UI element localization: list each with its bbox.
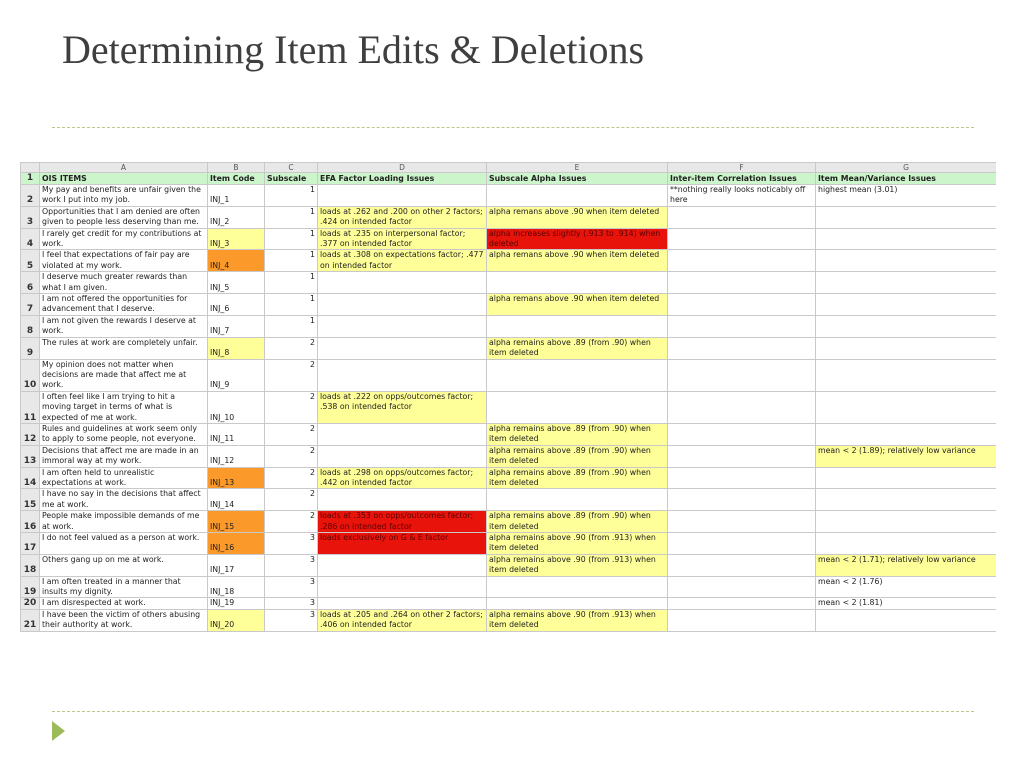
slide-title: Determining Item Edits & Deletions bbox=[62, 27, 645, 72]
efa-issue bbox=[318, 185, 487, 207]
subscale-value: 2 bbox=[265, 391, 318, 423]
row-number: 20 bbox=[21, 598, 40, 609]
mean-variance-issue bbox=[816, 294, 997, 316]
inter-item-issue bbox=[668, 533, 816, 555]
table-row bbox=[21, 272, 997, 294]
item-text: My opinion does not matter when decisions are made that affect me at work. bbox=[40, 359, 208, 391]
item-text: I am not offered the opportunities for advancement that I deserve. bbox=[40, 294, 208, 316]
table-row bbox=[21, 598, 997, 609]
alpha-issue: alpha remans above .90 when item deleted bbox=[487, 294, 668, 316]
item-code: INJ_17 bbox=[208, 554, 265, 576]
inter-item-issue bbox=[668, 598, 816, 609]
subscale-value: 1 bbox=[265, 315, 318, 337]
header-ois-items: OIS ITEMS bbox=[40, 173, 208, 185]
mean-variance-issue: mean < 2 (1.71); relatively low variance bbox=[816, 554, 997, 576]
row-number: 19 bbox=[21, 576, 40, 598]
efa-issue bbox=[318, 489, 487, 511]
item-text: I am disrespected at work. bbox=[40, 598, 208, 609]
subscale-value: 3 bbox=[265, 533, 318, 555]
item-text: I often feel like I am trying to hit a moving target in terms of what is expected of me at work. bbox=[40, 391, 208, 423]
header-mean-variance: Item Mean/Variance Issues bbox=[816, 173, 997, 185]
column-letter: C bbox=[265, 163, 318, 173]
inter-item-issue bbox=[668, 489, 816, 511]
alpha-issue: alpha remains above .89 (from .90) when item deleted bbox=[487, 423, 668, 445]
item-text: Opportunities that I am denied are often given to people less deserving than me. bbox=[40, 206, 208, 228]
row-number: 8 bbox=[21, 315, 40, 337]
inter-item-issue bbox=[668, 609, 816, 631]
play-arrow-icon bbox=[52, 721, 65, 741]
table-row bbox=[21, 250, 997, 272]
table-row bbox=[21, 423, 997, 445]
row-number: 6 bbox=[21, 272, 40, 294]
inter-item-issue bbox=[668, 576, 816, 598]
table-row bbox=[21, 228, 997, 250]
inter-item-issue bbox=[668, 467, 816, 489]
alpha-issue bbox=[487, 391, 668, 423]
efa-issue bbox=[318, 272, 487, 294]
subscale-value: 1 bbox=[265, 228, 318, 250]
column-letter: D bbox=[318, 163, 487, 173]
item-text: People make impossible demands of me at work. bbox=[40, 511, 208, 533]
column-letter: B bbox=[208, 163, 265, 173]
item-text: I have been the victim of others abusing their authority at work. bbox=[40, 609, 208, 631]
subscale-value: 2 bbox=[265, 337, 318, 359]
inter-item-issue bbox=[668, 554, 816, 576]
alpha-issue: alpha increases slightly (.913 to .914) when deleted bbox=[487, 228, 668, 250]
column-letter: E bbox=[487, 163, 668, 173]
subscale-value: 1 bbox=[265, 206, 318, 228]
alpha-issue bbox=[487, 315, 668, 337]
efa-issue: loads at .235 on interpersonal factor; .377 on intended factor bbox=[318, 228, 487, 250]
header-inter-item: Inter-item Correlation Issues bbox=[668, 173, 816, 185]
inter-item-issue bbox=[668, 423, 816, 445]
efa-issue: loads at .205 and .264 on other 2 factors; .406 on intended factor bbox=[318, 609, 487, 631]
column-letter-row bbox=[21, 163, 997, 173]
table-row bbox=[21, 185, 997, 207]
efa-issue: loads at .298 on opps/outcomes factor; .442 on intended factor bbox=[318, 467, 487, 489]
row-number: 1 bbox=[21, 173, 40, 185]
mean-variance-issue bbox=[816, 250, 997, 272]
table-row bbox=[21, 489, 997, 511]
item-code: INJ_5 bbox=[208, 272, 265, 294]
item-code: INJ_6 bbox=[208, 294, 265, 316]
header-subscale: Subscale bbox=[265, 173, 318, 185]
mean-variance-issue bbox=[816, 533, 997, 555]
item-code: INJ_1 bbox=[208, 185, 265, 207]
efa-issue bbox=[318, 445, 487, 467]
table-row bbox=[21, 511, 997, 533]
efa-issue: loads at .308 on expectations factor; .477 on intended factor bbox=[318, 250, 487, 272]
row-number: 7 bbox=[21, 294, 40, 316]
mean-variance-issue bbox=[816, 609, 997, 631]
item-text: I am often held to unrealistic expectations at work. bbox=[40, 467, 208, 489]
row-number: 13 bbox=[21, 445, 40, 467]
efa-issue bbox=[318, 423, 487, 445]
item-text: The rules at work are completely unfair. bbox=[40, 337, 208, 359]
header-row bbox=[21, 173, 997, 185]
subscale-value: 2 bbox=[265, 489, 318, 511]
table-row bbox=[21, 554, 997, 576]
item-text: I deserve much greater rewards than what I am given. bbox=[40, 272, 208, 294]
column-letter: F bbox=[668, 163, 816, 173]
subscale-value: 1 bbox=[265, 185, 318, 207]
mean-variance-issue: mean < 2 (1.81) bbox=[816, 598, 997, 609]
subscale-value: 2 bbox=[265, 423, 318, 445]
mean-variance-issue bbox=[816, 206, 997, 228]
efa-issue bbox=[318, 337, 487, 359]
inter-item-issue bbox=[668, 294, 816, 316]
row-number: 16 bbox=[21, 511, 40, 533]
subscale-value: 3 bbox=[265, 576, 318, 598]
alpha-issue bbox=[487, 598, 668, 609]
item-code: INJ_9 bbox=[208, 359, 265, 391]
mean-variance-issue: mean < 2 (1.89); relatively low variance bbox=[816, 445, 997, 467]
subscale-value: 3 bbox=[265, 609, 318, 631]
alpha-issue: alpha remains above .89 (from .90) when item deleted bbox=[487, 445, 668, 467]
mean-variance-issue bbox=[816, 359, 997, 391]
table-row bbox=[21, 294, 997, 316]
inter-item-issue bbox=[668, 228, 816, 250]
efa-issue: loads at .353 on opps/outcomes factor; .286 on intended factor bbox=[318, 511, 487, 533]
table-row bbox=[21, 576, 997, 598]
inter-item-issue bbox=[668, 272, 816, 294]
mean-variance-issue bbox=[816, 489, 997, 511]
mean-variance-issue bbox=[816, 423, 997, 445]
alpha-issue: alpha remains above .90 (from .913) when item deleted bbox=[487, 533, 668, 555]
item-code: INJ_19 bbox=[208, 598, 265, 609]
item-code: INJ_4 bbox=[208, 250, 265, 272]
row-number: 3 bbox=[21, 206, 40, 228]
row-number: 18 bbox=[21, 554, 40, 576]
alpha-issue: alpha remains above .89 (from .90) when item deleted bbox=[487, 467, 668, 489]
alpha-issue: alpha remains above .89 (from .90) when item deleted bbox=[487, 511, 668, 533]
subscale-value: 3 bbox=[265, 554, 318, 576]
subscale-value: 3 bbox=[265, 598, 318, 609]
bottom-divider bbox=[52, 711, 974, 712]
row-number: 15 bbox=[21, 489, 40, 511]
spreadsheet-image bbox=[20, 162, 996, 654]
table-row bbox=[21, 445, 997, 467]
mean-variance-issue: mean < 2 (1.76) bbox=[816, 576, 997, 598]
row-number: 2 bbox=[21, 185, 40, 207]
item-code: INJ_15 bbox=[208, 511, 265, 533]
efa-issue bbox=[318, 554, 487, 576]
header-alpha: Subscale Alpha Issues bbox=[487, 173, 668, 185]
efa-issue bbox=[318, 598, 487, 609]
header-item-code: Item Code bbox=[208, 173, 265, 185]
alpha-issue bbox=[487, 576, 668, 598]
efa-issue bbox=[318, 576, 487, 598]
item-code: INJ_20 bbox=[208, 609, 265, 631]
alpha-issue: alpha remains above .90 (from .913) when item deleted bbox=[487, 609, 668, 631]
item-code: INJ_13 bbox=[208, 467, 265, 489]
item-text: I am often treated in a manner that insults my dignity. bbox=[40, 576, 208, 598]
item-code: INJ_2 bbox=[208, 206, 265, 228]
row-number: 17 bbox=[21, 533, 40, 555]
efa-issue bbox=[318, 294, 487, 316]
row-number: 11 bbox=[21, 391, 40, 423]
table-row bbox=[21, 206, 997, 228]
row-number: 4 bbox=[21, 228, 40, 250]
alpha-issue: alpha remains above .90 (from .913) when item deleted bbox=[487, 554, 668, 576]
item-code: INJ_10 bbox=[208, 391, 265, 423]
mean-variance-issue bbox=[816, 272, 997, 294]
efa-issue bbox=[318, 315, 487, 337]
table-row bbox=[21, 315, 997, 337]
column-letter: G bbox=[816, 163, 997, 173]
table-row bbox=[21, 359, 997, 391]
row-number: 14 bbox=[21, 467, 40, 489]
efa-issue bbox=[318, 359, 487, 391]
subscale-value: 2 bbox=[265, 467, 318, 489]
inter-item-issue bbox=[668, 250, 816, 272]
alpha-issue: alpha remans above .90 when item deleted bbox=[487, 206, 668, 228]
efa-issue: loads exclusively on G & E factor bbox=[318, 533, 487, 555]
header-efa: EFA Factor Loading Issues bbox=[318, 173, 487, 185]
column-letter: A bbox=[40, 163, 208, 173]
subscale-value: 2 bbox=[265, 445, 318, 467]
inter-item-issue bbox=[668, 445, 816, 467]
mean-variance-issue bbox=[816, 511, 997, 533]
item-text: I rarely get credit for my contributions at work. bbox=[40, 228, 208, 250]
inter-item-issue bbox=[668, 359, 816, 391]
item-code: INJ_7 bbox=[208, 315, 265, 337]
alpha-issue bbox=[487, 185, 668, 207]
subscale-value: 1 bbox=[265, 250, 318, 272]
item-text: I am not given the rewards I deserve at work. bbox=[40, 315, 208, 337]
row-number: 5 bbox=[21, 250, 40, 272]
item-code: INJ_11 bbox=[208, 423, 265, 445]
inter-item-issue bbox=[668, 206, 816, 228]
table-row bbox=[21, 391, 997, 423]
subscale-value: 2 bbox=[265, 511, 318, 533]
item-text: Decisions that affect me are made in an immoral way at my work. bbox=[40, 445, 208, 467]
inter-item-issue: **nothing really looks noticably off here bbox=[668, 185, 816, 207]
table-row bbox=[21, 533, 997, 555]
item-text: Rules and guidelines at work seem only to apply to some people, not everyone. bbox=[40, 423, 208, 445]
item-text: Others gang up on me at work. bbox=[40, 554, 208, 576]
mean-variance-issue: highest mean (3.01) bbox=[816, 185, 997, 207]
select-all-corner bbox=[21, 163, 40, 173]
mean-variance-issue bbox=[816, 391, 997, 423]
mean-variance-issue bbox=[816, 337, 997, 359]
mean-variance-issue bbox=[816, 228, 997, 250]
subscale-value: 1 bbox=[265, 272, 318, 294]
inter-item-issue bbox=[668, 511, 816, 533]
row-number: 21 bbox=[21, 609, 40, 631]
item-code: INJ_18 bbox=[208, 576, 265, 598]
item-code: INJ_12 bbox=[208, 445, 265, 467]
mean-variance-issue bbox=[816, 315, 997, 337]
alpha-issue bbox=[487, 272, 668, 294]
alpha-issue: alpha remains above .89 (from .90) when item deleted bbox=[487, 337, 668, 359]
subscale-value: 1 bbox=[265, 294, 318, 316]
item-code: INJ_3 bbox=[208, 228, 265, 250]
efa-issue: loads at .222 on opps/outcomes factor; .538 on intended factor bbox=[318, 391, 487, 423]
row-number: 10 bbox=[21, 359, 40, 391]
top-divider bbox=[52, 127, 974, 128]
inter-item-issue bbox=[668, 315, 816, 337]
table-row bbox=[21, 609, 997, 631]
inter-item-issue bbox=[668, 337, 816, 359]
item-text: I feel that expectations of fair pay are violated at my work. bbox=[40, 250, 208, 272]
table-row bbox=[21, 467, 997, 489]
table-row bbox=[21, 337, 997, 359]
row-number: 12 bbox=[21, 423, 40, 445]
inter-item-issue bbox=[668, 391, 816, 423]
item-review-table bbox=[20, 162, 996, 632]
row-number: 9 bbox=[21, 337, 40, 359]
item-code: INJ_8 bbox=[208, 337, 265, 359]
item-code: INJ_16 bbox=[208, 533, 265, 555]
item-code: INJ_14 bbox=[208, 489, 265, 511]
item-text: I have no say in the decisions that affect me at work. bbox=[40, 489, 208, 511]
efa-issue: loads at .262 and .200 on other 2 factors; .424 on intended factor bbox=[318, 206, 487, 228]
item-text: My pay and benefits are unfair given the work I put into my job. bbox=[40, 185, 208, 207]
alpha-issue bbox=[487, 359, 668, 391]
item-text: I do not feel valued as a person at work. bbox=[40, 533, 208, 555]
alpha-issue bbox=[487, 489, 668, 511]
mean-variance-issue bbox=[816, 467, 997, 489]
subscale-value: 2 bbox=[265, 359, 318, 391]
alpha-issue: alpha remans above .90 when item deleted bbox=[487, 250, 668, 272]
